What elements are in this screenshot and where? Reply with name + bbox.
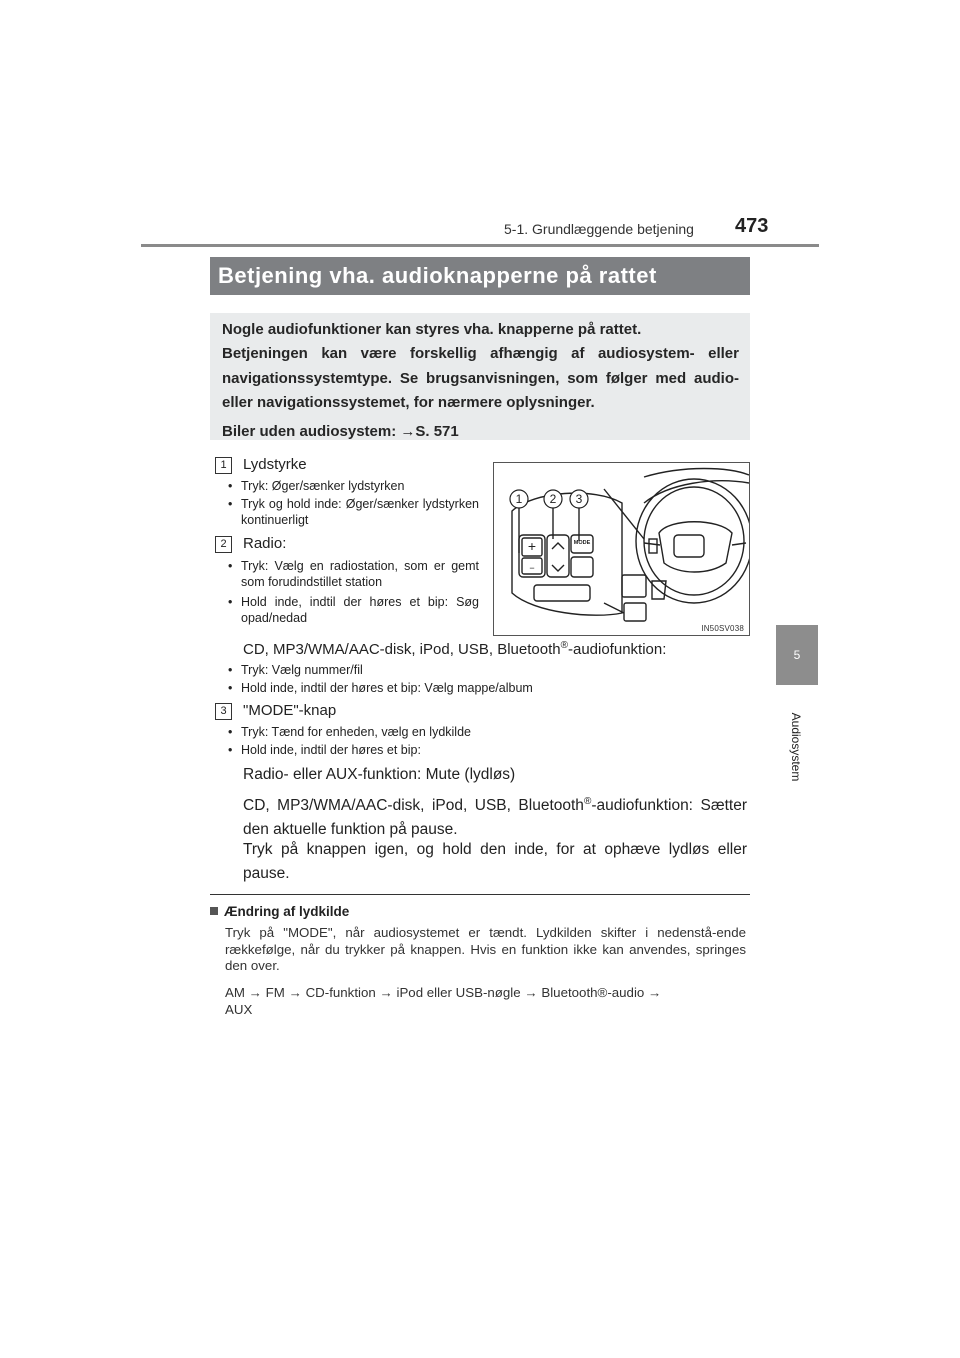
svg-text:+: + (527, 538, 537, 554)
arrow-icon: → (248, 985, 262, 1000)
bullet: • Tryk: Vælg en radiostation, som er gemt som forudindstillet station (228, 559, 479, 589)
bullet: • Tryk: Tænd for enheden, vælg en lydkilde (228, 725, 471, 739)
intro-paragraph: Betjeningen kan være forskellig afhængig af audiosystem- eller navigationssystemtype. Se brugsanvisningen, som følger med audio- eller navigationssystemet, for nærmere oplysninger. (222, 345, 739, 411)
section-title-banner (210, 257, 750, 295)
arrow-icon: → (524, 985, 538, 1000)
running-header-section: 5-1. Grundlæggende betjening (504, 221, 694, 237)
no-audio-label: Biler uden audiosystem: (222, 423, 401, 441)
reference-arrow-icon: → (400, 423, 416, 441)
bullet: • Hold inde, indtil der høres et bip: Vælg mappe/album (228, 681, 533, 695)
figure-mode-label: MODE (573, 540, 591, 546)
chapter-tab (776, 625, 818, 685)
arrow-icon: → (379, 985, 393, 1000)
intro-line: Nogle audiofunktioner kan styres vha. knapperne på rattet. (222, 321, 642, 338)
bullet: • Tryk og hold inde: Øger/sænker lydstyrken kontinuerligt (228, 497, 479, 527)
source-sequence: AM → FM → CD-funktion → iPod eller USB-nøgle → Bluetooth®-audio → AUX (225, 985, 662, 1017)
item-title-volume: Lydstyrke (243, 456, 307, 473)
no-audio-page-ref[interactable]: S. 571 (415, 423, 459, 441)
chapter-number: 5 (793, 648, 801, 662)
bullet: • Hold inde, indtil der høres et bip: Søg opad/nedad (228, 595, 479, 625)
note-divider (210, 894, 750, 895)
note-text: Tryk på "MODE", når audiosystemet er tændt. Lydkilden skifter i nedenstå-ende rækkefølge, når du trykker på knappen. Hvis en funktion ikke kan anvendes, springes den over. (225, 925, 746, 973)
bullet: • Hold inde, indtil der høres et bip: (228, 743, 421, 757)
header-rule (141, 244, 819, 247)
arrow-icon: → (288, 985, 302, 1000)
figure-code: IN50SV038 (701, 624, 744, 633)
arrow-icon: → (648, 985, 662, 1000)
chapter-label: Audiosystem (789, 712, 803, 782)
steering-wheel-illustration (494, 463, 749, 635)
item-subtitle-cd: CD, MP3/WMA/AAC-disk, iPod, USB, Bluetooth®-audiofunktion: (243, 640, 667, 658)
mode-radio-line: Radio- eller AUX-funktion: Mute (lydløs) (243, 766, 516, 783)
item-title-mode: "MODE"-knap (243, 702, 337, 719)
steering-wheel-figure (493, 462, 750, 636)
figure-callout-2: 2 (549, 492, 557, 506)
section-title: Betjening vha. audioknapperne på rattet (218, 263, 657, 288)
mode-release-line: Tryk på knappen igen, og hold den inde, for at ophæve lydløs eller pause. (243, 841, 747, 882)
item-number-3: 3 (215, 703, 232, 720)
note-title: Ændring af lydkilde (224, 904, 350, 919)
item-title-radio: Radio: (243, 535, 287, 552)
svg-text:−: − (529, 563, 535, 573)
item-number-2: 2 (215, 536, 232, 553)
note-square-icon (210, 907, 218, 915)
figure-callout-3: 3 (575, 492, 583, 506)
mode-cd-line: CD, MP3/WMA/AAC-disk, iPod, USB, Bluetooth®-audiofunktion: Sætter den aktuelle funktion på pause. (243, 796, 747, 839)
item-number-1: 1 (215, 457, 232, 474)
page-number: 473 (735, 215, 769, 237)
bullet: • Tryk: Øger/sænker lydstyrken (228, 479, 405, 493)
figure-callout-1: 1 (515, 492, 523, 506)
bullet: • Tryk: Vælg nummer/fil (228, 663, 363, 677)
intro-box (210, 313, 750, 440)
no-audio-reference (222, 420, 739, 444)
